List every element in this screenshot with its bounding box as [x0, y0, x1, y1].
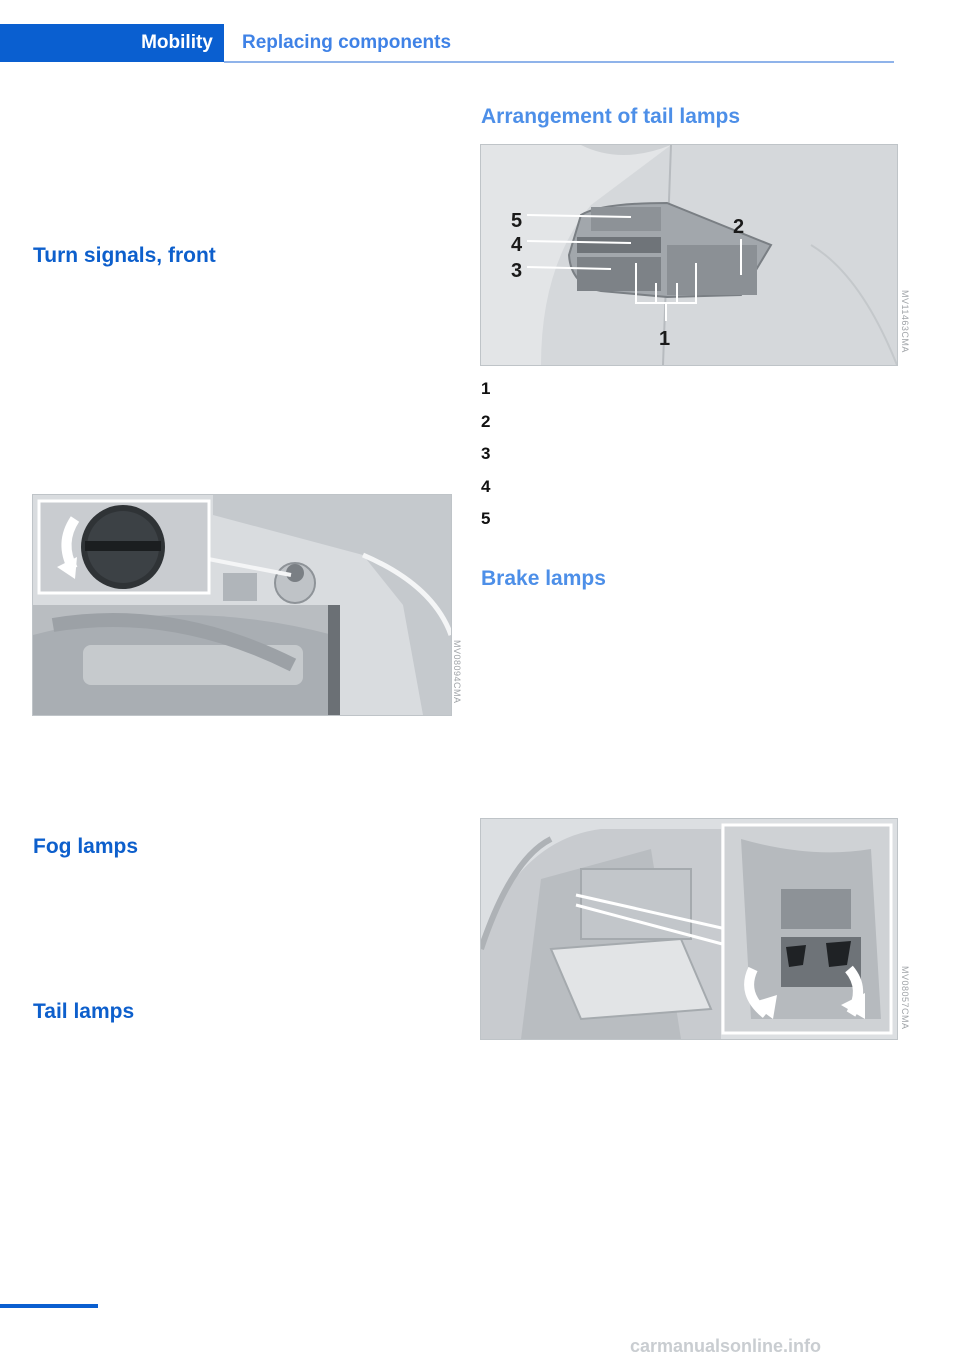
heading-turn-signals: Turn signals, front — [33, 244, 216, 267]
tab-mobility[interactable]: Mobility — [130, 24, 224, 62]
tab-replacing-components[interactable]: Replacing components — [242, 32, 452, 53]
callout-3: 3 — [511, 260, 523, 282]
heading-tail-lamps: Tail lamps — [33, 1000, 135, 1023]
callout-2: 2 — [733, 216, 745, 238]
heading-brake-lamps: Brake lamps — [481, 567, 606, 590]
legend-item-2: 2 — [481, 412, 491, 431]
header-rule — [224, 61, 894, 63]
tail-lamp-figure — [480, 144, 898, 366]
engine-bay-figure — [32, 494, 452, 716]
footer-rule — [0, 1304, 98, 1308]
legend-item-4: 4 — [481, 477, 491, 496]
legend-item-1: 1 — [481, 379, 491, 398]
callout-1: 1 — [659, 328, 671, 350]
callout-4: 4 — [511, 234, 523, 256]
trunk-figure-code: MV08057CMA — [900, 966, 910, 1030]
callout-5: 5 — [511, 210, 523, 232]
legend-item-5: 5 — [481, 509, 491, 528]
engine-figure-code: MV08094CMA — [452, 640, 462, 704]
heading-arrangement-tail-lamps: Arrangement of tail lamps — [481, 105, 741, 128]
trunk-figure — [480, 818, 898, 1040]
legend-item-3: 3 — [481, 444, 491, 463]
heading-fog-lamps: Fog lamps — [33, 835, 139, 858]
watermark-text: carmanualsonline.info — [630, 1336, 822, 1356]
taillamp-figure-code: MV11463CMA — [900, 290, 910, 353]
